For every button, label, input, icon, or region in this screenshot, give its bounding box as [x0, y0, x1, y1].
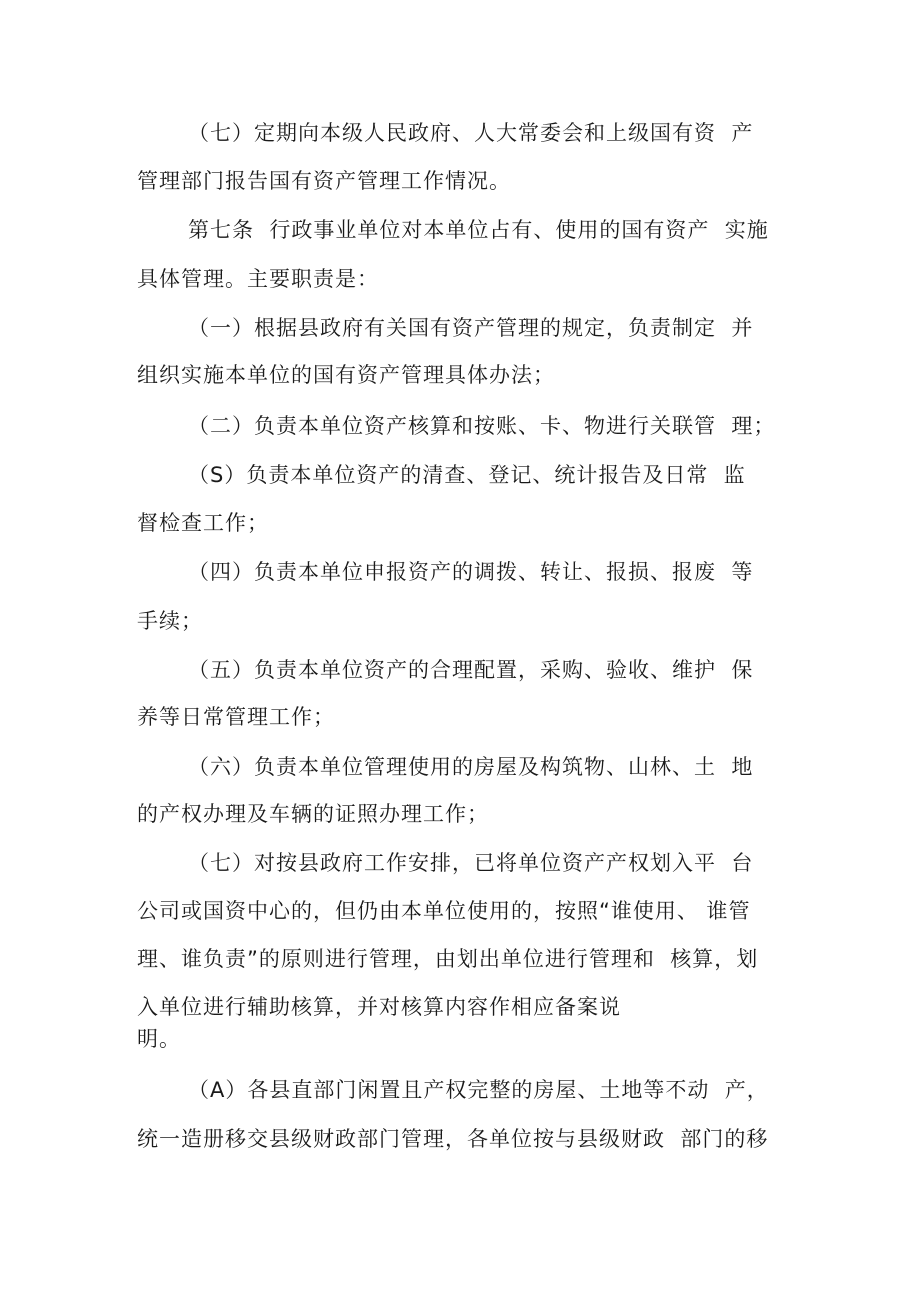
- text-line: [0, 409, 920, 443]
- text-line: [0, 894, 920, 928]
- text-line: [0, 164, 920, 198]
- line-text: 明。: [137, 1027, 181, 1051]
- line-text: 督检查工作；: [137, 511, 269, 535]
- line-text: 的产权办理及车辆的证照办理工作；: [137, 802, 489, 826]
- text-line: [0, 458, 920, 492]
- line-text: （S）负责本单位资产的清查、登记、统计报告及日常 监: [188, 463, 746, 487]
- text-line: [0, 1022, 920, 1056]
- text-line: [0, 700, 920, 734]
- text-line: [0, 506, 920, 540]
- text-line: [0, 262, 920, 296]
- line-text: 管理部门报告国有资产管理工作情况。: [137, 169, 511, 193]
- line-text: （四）负责本单位申报资产的调拨、转让、报损、报废 等: [188, 560, 754, 584]
- line-text: 公司或国资中心的，但仍由本单位使用的，按照“谁使用、 谁管: [137, 899, 751, 923]
- line-text: 具体管理。主要职责是：: [137, 267, 379, 291]
- line-text: （六）负责本单位管理使用的房屋及构筑物、山林、土 地: [188, 755, 754, 779]
- line-text: 组织实施本单位的国有资产管理具体办法；: [137, 363, 555, 387]
- text-line: [0, 990, 920, 1024]
- line-text: （一）根据县政府有关国有资产管理的规定，负责制定 并: [188, 316, 754, 340]
- text-line: [0, 116, 920, 150]
- text-line: [0, 1073, 920, 1107]
- text-line: [0, 750, 920, 784]
- text-line: [0, 797, 920, 831]
- text-line: [0, 311, 920, 345]
- line-text: 入单位进行辅助核算，并对核算内容作相应备案说: [137, 995, 621, 1019]
- line-text: （二）负责本单位资产核算和按账、卡、物进行关联管 理；: [188, 414, 776, 438]
- line-text: 理、谁负责”的原则进行管理，由划出单位进行管理和 核算，划: [137, 947, 759, 971]
- line-text: 统一造册移交县级财政部门管理，各单位按与县级财政 部门的移: [137, 1127, 769, 1151]
- line-text: （七）定期向本级人民政府、人大常委会和上级国有资 产: [188, 121, 754, 145]
- line-text: 第七条 行政事业单位对本单位占有、使用的国有资产 实施: [188, 218, 769, 242]
- line-text: 手续；: [137, 609, 203, 633]
- text-line: [0, 555, 920, 589]
- text-line: [0, 358, 920, 392]
- text-line: [0, 213, 920, 247]
- text-line: [0, 1122, 920, 1156]
- text-line: [0, 846, 920, 880]
- text-line: [0, 604, 920, 638]
- line-text: 养等日常管理工作；: [137, 705, 335, 729]
- line-text: （A）各县直部门闲置且产权完整的房屋、土地等不动 产，: [188, 1078, 769, 1102]
- text-line: [0, 942, 920, 976]
- line-text: （五）负责本单位资产的合理配置，采购、验收、维护 保: [188, 658, 754, 682]
- text-line: [0, 653, 920, 687]
- line-text: （七）对按县政府工作安排，已将单位资产产权划入平 台: [188, 851, 754, 875]
